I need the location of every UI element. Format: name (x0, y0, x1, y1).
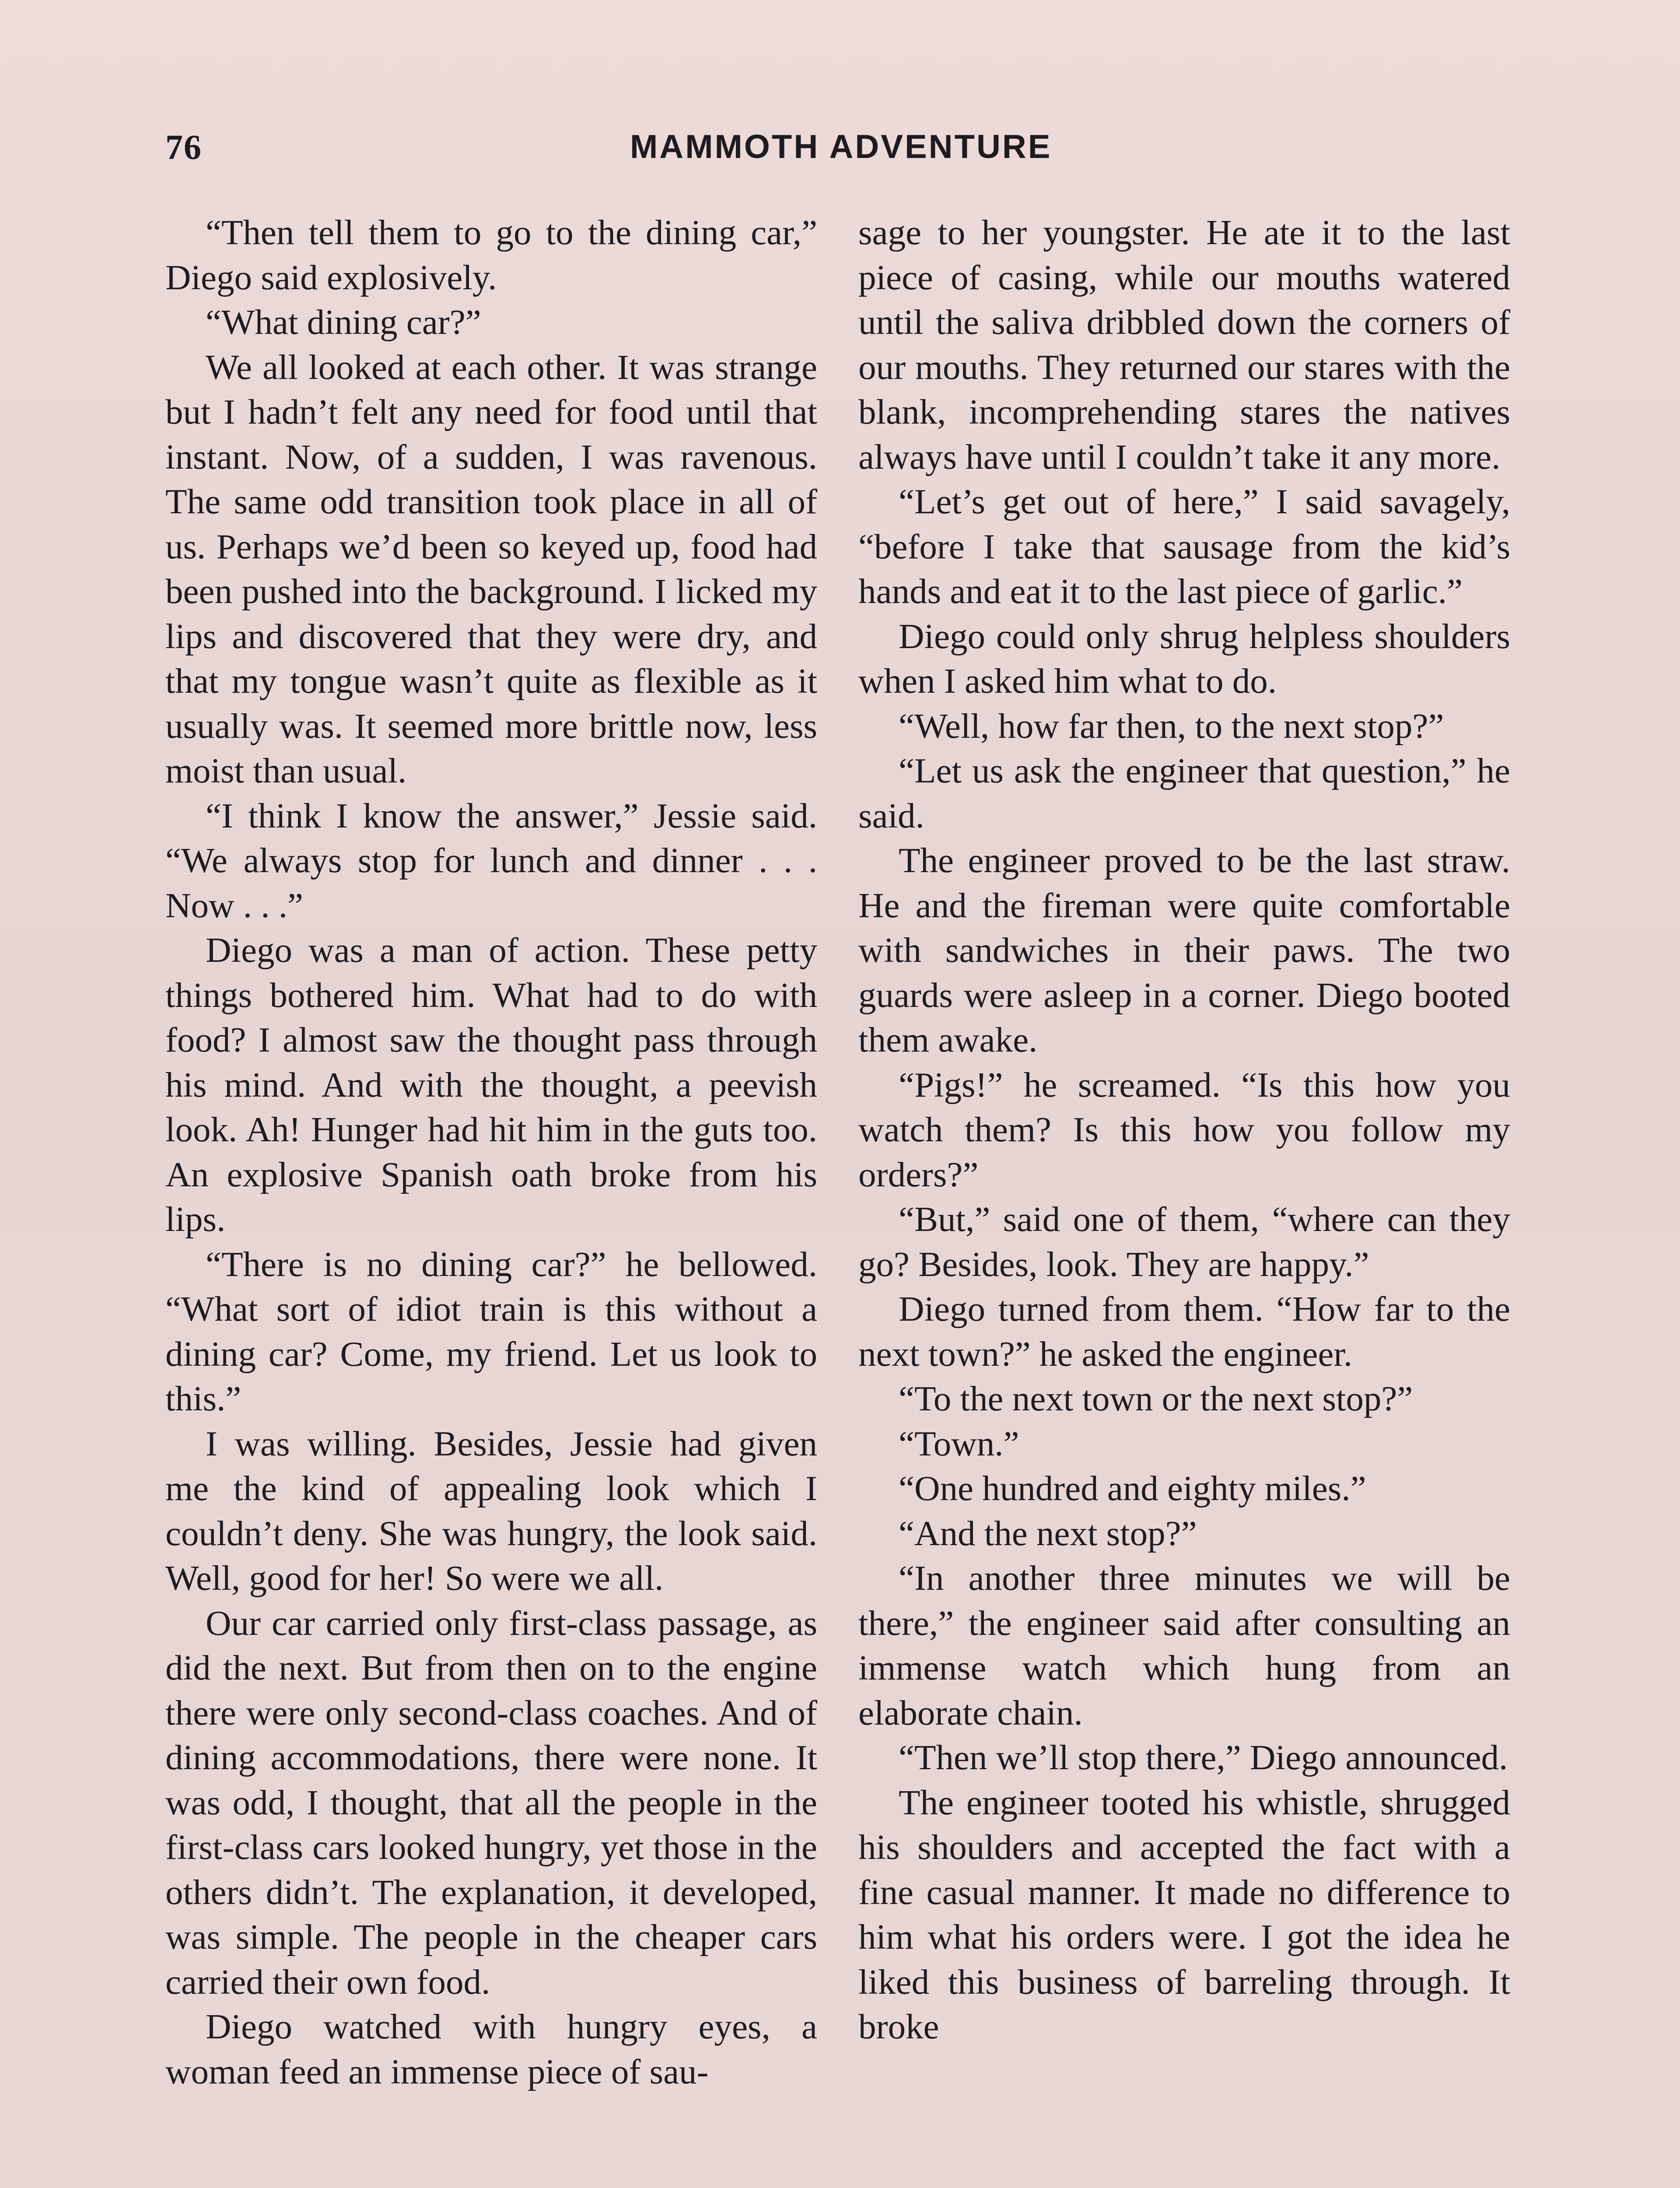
paragraph: The engineer proved to be the last straw. He and the fireman were quite comfortable with sandwiches in their paws. The two guards were asleep in a corner. Diego booted them awake. (858, 841, 1510, 1059)
paragraph: We all looked at each other. It was strange but I hadn’t felt any need for food until that instant. Now, of a sudden, I was ravenous. The same odd transition took place in all of us. Perhaps we’d been so keyed up, food had been pushed into the background. I licked my lips and discovered that they were dry, and that my tongue wasn’t quite as flexible as it usually was. It seemed more brittle now, less moist than usual. (165, 347, 817, 790)
paragraph: “To the next town or the next stop?” (899, 1379, 1413, 1418)
paragraph: “I think I know the answer,” Jessie said. “We always stop for lunch and dinner . . . Now . . .” (165, 796, 817, 925)
running-title: MAMMOTH ADVENTURE (630, 128, 1052, 165)
paragraph: “One hundred and eighty miles.” (899, 1469, 1366, 1508)
paragraph: Diego watched with hungry eyes, a woman feed an immense piece of sau- (165, 2007, 817, 2091)
paragraph: Diego was a man of action. These petty things bothered him. What had to do with food? I almost saw the thought pass through his mind. And with the thought, a peevish look. Ah! Hunger had hit him in the guts too. An explosive Spanish oath broke from his lips. (165, 930, 817, 1239)
paragraph: “Then tell them to go to the dining car,” Diego said explosively. (165, 213, 817, 297)
paragraph: “Town.” (899, 1424, 1019, 1463)
paragraph: I was willing. Besides, Jessie had given me the kind of appealing look which I couldn’t deny. She was hungry, the look said. Well, good for her! So were we all. (165, 1424, 817, 1598)
paragraph: Diego could only shrug helpless shoulders when I asked him what to do. (858, 616, 1510, 701)
paragraph: “Then we’ll stop there,” Diego announced. (899, 1738, 1508, 1777)
paragraph: The engineer tooted his whistle, shrugged his shoulders and accepted the fact with a fine casual manner. It made no difference to him what his orders were. I got the idea he liked this business of barreling through. It broke (858, 1782, 1510, 2046)
page-number: 76 (165, 128, 202, 167)
continued-paragraph: sage to her youngster. He ate it to the last piece of casing, while our mouths watered until the saliva dribbled down the corners of our mouths. They returned our stares with the blank, incomprehending stares the natives always have until I couldn’t take it any more. (858, 213, 1510, 477)
paragraph: “There is no dining car?” he bellowed. “What sort of idiot train is this without a dining car? Come, my friend. Let us look to this.” (165, 1244, 817, 1418)
paragraph: “Well, how far then, to the next stop?” (899, 706, 1444, 746)
paragraph: “Let us ask the engineer that question,” he said. (858, 751, 1510, 835)
left-text-column (165, 210, 817, 2094)
paragraph: “Pigs!” he screamed. “Is this how you watch them? Is this how you follow my orders?” (858, 1065, 1510, 1194)
paragraph: “Let’s get out of here,” I said savagely, “before I take that sausage from the kid’s hands and eat it to the last piece of garlic.” (858, 482, 1510, 611)
paragraph: Our car carried only first-class passage, as did the next. But from then on to the engine there were only second-class coaches. And of dining accommodations, there were none. It was odd, I thought, that all the people in the first-class cars looked hungry, yet those in the others didn’t. The explanation, it developed, was simple. The people in the cheaper cars carried their own food. (165, 1603, 817, 2002)
paragraph: “But,” said one of them, “where can they go? Besides, look. They are happy.” (858, 1199, 1510, 1284)
paragraph: Diego turned from them. “How far to the next town?” he asked the engineer. (858, 1289, 1510, 1374)
paragraph: “What dining car?” (206, 302, 481, 342)
paragraph: “And the next stop?” (899, 1513, 1197, 1553)
paragraph: “In another three minutes we will be there,” the engineer said after consulting an immense watch which hung from an elaborate chain. (858, 1558, 1510, 1732)
right-text-column (858, 210, 1510, 2049)
